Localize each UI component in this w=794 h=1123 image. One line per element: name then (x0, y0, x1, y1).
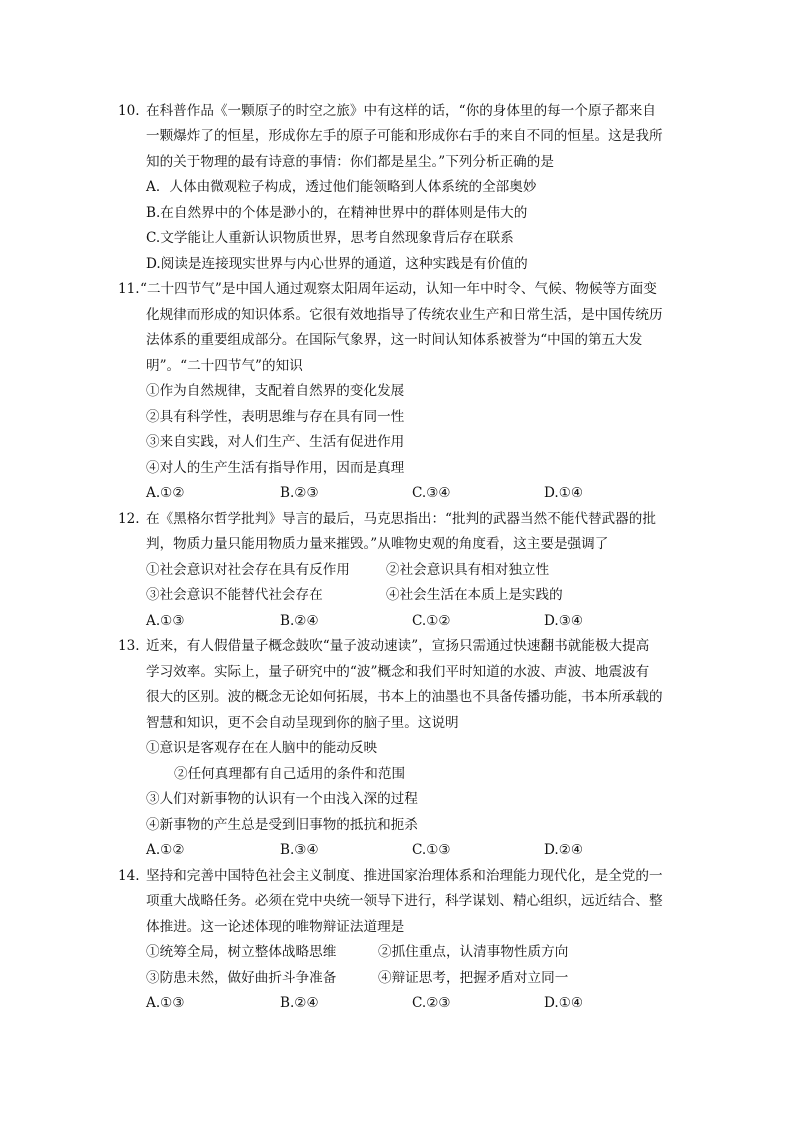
statement-item: ①社会意识对社会存在具有反作用 (146, 562, 350, 578)
choice-c: C.①② (412, 613, 451, 629)
statement-item: ④对人的生产生活有指导作用，因而是真理 (146, 460, 405, 476)
question-stem-line: 在《黑格尔哲学批判》导言的最后，马克思指出：“批判的武器当然不能代替武器的批 (146, 511, 656, 527)
question-stem-line: 知的关于物理的最有诗意的事情：你们都是星尘。”下列分析正确的是 (146, 154, 554, 170)
statement-item: ④辩证思考，把握矛盾对立同一 (378, 970, 569, 986)
choice-a: A.①② (146, 485, 185, 501)
statement-item: ①统筹全局，树立整体战略思维 (146, 944, 337, 960)
statement-item: ①意识是客观存在在人脑中的能动反映 (146, 740, 378, 756)
question-number: 11. (118, 281, 140, 297)
statement-item: ②抓住重点，认清事物性质方向 (378, 944, 569, 960)
question-stem-line: 学习效率。实际上，量子研究中的“波”概念和我们平时知道的水波、声波、地震波有 (146, 664, 650, 680)
question-stem-line: 坚持和完善中国特色社会主义制度、推进国家治理体系和治理能力现代化，是全党的一 (146, 868, 663, 884)
choice-a: A.①③ (146, 613, 185, 629)
statement-item: ②具有科学性，表明思维与存在具有同一性 (146, 409, 405, 425)
statement-item: ③来自实践，对人们生产、生活有促进作用 (146, 434, 405, 450)
question-number: 10. (118, 103, 140, 119)
question-stem-line: 明”。“二十四节气”的知识 (146, 358, 303, 374)
question-stem-line: 项重大战略任务。必须在党中央统一领导下进行，科学谋划、精心组织，远近结合、整 (146, 893, 663, 909)
choice-d: D.①④ (544, 995, 584, 1011)
choice-a: A.①② (146, 842, 185, 858)
statement-item: ③社会意识不能替代社会存在 (146, 587, 323, 603)
statement-item: ③防患未然，做好曲折斗争准备 (146, 970, 337, 986)
choice-b: B.③④ (280, 842, 319, 858)
question-stem-line: “二十四节气”是中国人通过观察太阳周年运动，认知一年中时令、气候、物候等方面变 (140, 281, 657, 297)
statement-item: ①作为自然规律，支配着自然界的变化发展 (146, 383, 405, 399)
option-d: D.阅读是连接现实世界与内心世界的通道，这种实践是有价值的 (146, 256, 528, 272)
question-stem-line: 一颗爆炸了的恒星，形成你左手的原子可能和形成你右手的来自不同的恒星。这是我所 (146, 128, 663, 144)
question-stem-line: 法体系的重要组成部分。在国际气象界，这一时间认知体系被誉为“中国的第五大发 (146, 332, 643, 348)
option-c: C.文学能让人重新认识物质世界，思考自然现象背后存在联系 (146, 230, 514, 246)
choice-c: C.②③ (412, 995, 451, 1011)
question-stem-line: 在科普作品《一颗原子的时空之旅》中有这样的话，“你的身体里的每一个原子都来自 (146, 103, 656, 119)
choice-b: B.②④ (280, 613, 319, 629)
choice-c: C.①③ (412, 842, 451, 858)
question-stem-line: 智慧和知识，更不会自动呈现到你的脑子里。这说明 (146, 715, 459, 731)
statement-item: ②任何真理都有自己适用的条件和范围 (174, 766, 406, 782)
choice-b: B.②④ (280, 995, 319, 1011)
choice-d: D.①④ (544, 485, 584, 501)
option-a: A．人体由微观粒子构成，透过他们能领略到人体系统的全部奥妙 (146, 179, 537, 195)
choice-d: D.③④ (544, 613, 584, 629)
choice-d: D.②④ (544, 842, 584, 858)
statement-item: ④新事物的产生总是受到旧事物的抵抗和扼杀 (146, 817, 418, 833)
question-stem-line: 近来，有人假借量子概念鼓吹“量子波动速读”，宣扬只需通过快速翻书就能极大提高 (146, 638, 650, 654)
question-number: 13. (118, 638, 140, 654)
statement-item: ②社会意识具有相对独立性 (386, 562, 550, 578)
statement-item: ④社会生活在本质上是实践的 (386, 587, 563, 603)
question-number: 14. (118, 868, 140, 884)
question-stem-line: 很大的区别。波的概念无论如何拓展，书本上的油墨也不具备传播功能，书本所承载的 (146, 689, 663, 705)
option-b: B.在自然界中的个体是渺小的，在精神世界中的群体则是伟大的 (146, 205, 528, 221)
choice-c: C.③④ (412, 485, 451, 501)
choice-a: A.①③ (146, 995, 185, 1011)
statement-item: ③人们对新事物的认识有一个由浅入深的过程 (146, 791, 418, 807)
question-stem-line: 化规律而形成的知识体系。它很有效地指导了传统农业生产和日常生活，是中国传统历 (146, 307, 663, 323)
question-number: 12. (118, 511, 140, 527)
question-stem-line: 体推进。这一论述体现的唯物辩证法道理是 (146, 919, 405, 935)
question-stem-line: 判，物质力量只能用物质力量来摧毁。”从唯物史观的角度看，这主要是强调了 (146, 536, 609, 552)
choice-b: B.②③ (280, 485, 319, 501)
